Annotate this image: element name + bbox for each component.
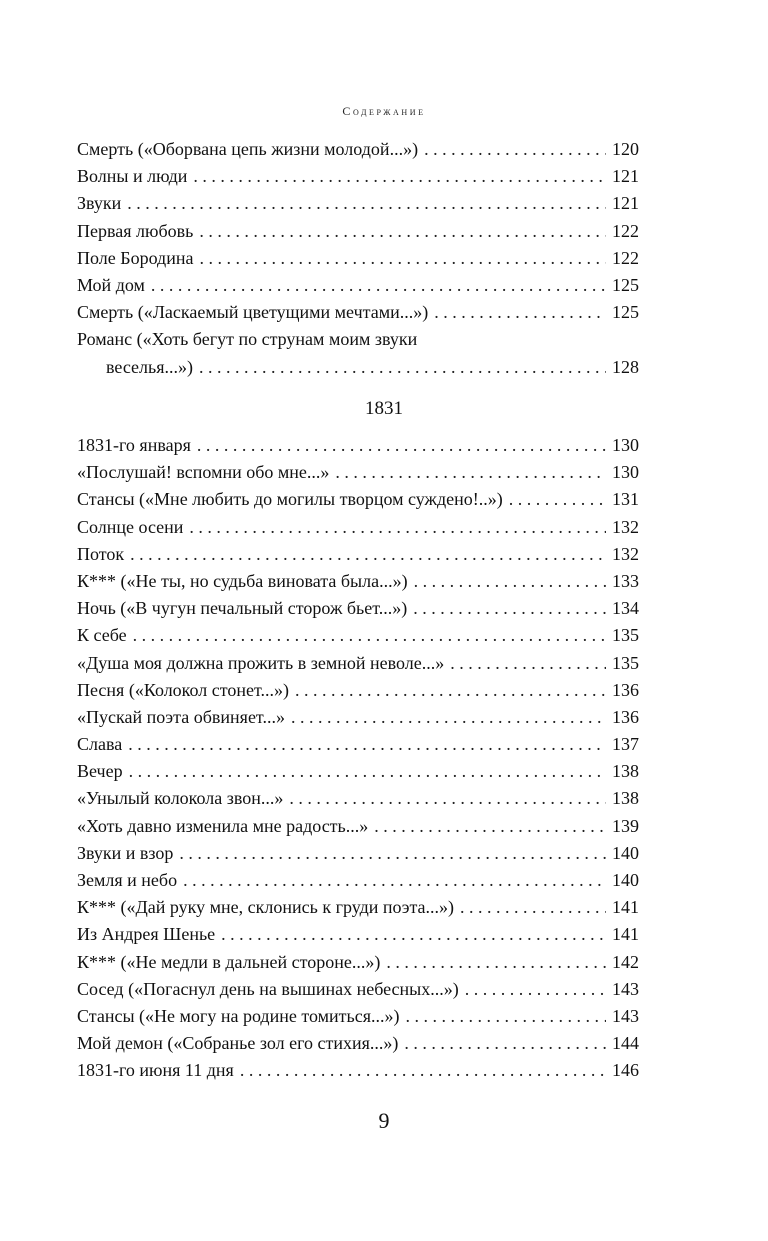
- toc-entry-title: Мой дом: [77, 274, 145, 295]
- dot-leader: [189, 514, 606, 541]
- toc-list-1831: [77, 432, 639, 1085]
- toc-entry-title: Ночь («В чугун печальный сторож бьет...»): [77, 598, 408, 619]
- toc-entry-page: 136: [612, 679, 639, 700]
- dot-leader: [151, 272, 606, 299]
- toc-entry[interactable]: [77, 245, 639, 272]
- toc-entry-page: 146: [612, 1060, 639, 1081]
- toc-entry-title: К*** («Дай руку мне, склонись к груди поэта...»): [77, 897, 455, 918]
- toc-entry-page: 144: [612, 1033, 639, 1054]
- toc-entry-page: 128: [612, 356, 639, 377]
- toc-entry-page: 138: [612, 788, 639, 809]
- toc-entry-title: К себе: [77, 625, 127, 646]
- toc-entry[interactable]: [77, 867, 639, 894]
- toc-entry-title: Вечер: [77, 761, 123, 782]
- toc-entry[interactable]: [77, 514, 639, 541]
- dot-leader: [414, 568, 606, 595]
- toc-entry[interactable]: [77, 486, 639, 513]
- toc-entry-title: Песня («Колокол стонет...»): [77, 679, 290, 700]
- section-heading-year: 1831: [365, 398, 403, 419]
- toc-entry-title: Смерть («Оборвана цепь жизни молодой...»): [77, 139, 419, 159]
- toc-entry-page: 134: [612, 598, 639, 619]
- dot-leader: [179, 840, 606, 867]
- toc-entry-page: 125: [612, 302, 639, 323]
- toc-entry-title: Волны и люди: [77, 166, 188, 187]
- toc-entry-page: 121: [612, 193, 639, 214]
- dot-leader: [291, 704, 606, 731]
- toc-entry[interactable]: [77, 272, 639, 299]
- toc-entry[interactable]: [77, 976, 639, 1003]
- toc-entry-title: Звуки и взор: [77, 842, 174, 863]
- toc-entry-page: 132: [612, 543, 639, 564]
- dot-leader: [199, 354, 606, 381]
- toc-entry-title: Мой демон («Собранье зол его стихия...»): [77, 1033, 399, 1054]
- dot-leader: [295, 677, 606, 704]
- toc-entry-title-line2: веселья...»): [106, 356, 193, 377]
- toc-entry[interactable]: [77, 218, 639, 245]
- dot-leader: [404, 1030, 606, 1057]
- toc-entry-title: К*** («Не ты, но судьба виновата была...»): [77, 570, 408, 591]
- toc-entry-page: 133: [612, 570, 639, 591]
- dot-leader: [450, 650, 606, 677]
- toc-entry-page: 140: [612, 842, 639, 863]
- dot-leader: [465, 976, 606, 1003]
- toc-entry-page: 122: [612, 220, 639, 241]
- toc-entry-title: Земля и небо: [77, 870, 178, 890]
- toc-entry-title: «Душа моя должна прожить в земной неволе...»: [77, 652, 445, 673]
- toc-entry[interactable]: [77, 299, 639, 326]
- toc-entry-continuation: [77, 354, 639, 381]
- toc-entry-page: 143: [612, 1005, 639, 1026]
- toc-entry[interactable]: [77, 731, 639, 758]
- toc-entry-page: 138: [612, 761, 639, 782]
- toc-entry[interactable]: [77, 459, 639, 486]
- toc-entry[interactable]: [77, 163, 639, 190]
- dot-leader: [130, 541, 606, 568]
- toc-entry-page: 125: [612, 274, 639, 295]
- toc-entry[interactable]: [77, 432, 639, 459]
- toc-entry-page: 131: [612, 489, 639, 510]
- dot-leader: [424, 136, 606, 163]
- toc-entry[interactable]: [77, 1057, 639, 1084]
- dot-leader: [240, 1057, 606, 1084]
- toc-entry[interactable]: [77, 541, 639, 568]
- toc-entry-page: 142: [612, 951, 639, 972]
- toc-entry-title: 1831-го января: [77, 435, 191, 455]
- toc-entry-page: 137: [612, 734, 639, 755]
- toc-entry[interactable]: [77, 1030, 639, 1057]
- toc-entry-page: 130: [612, 435, 639, 455]
- toc-entry-title: «Хоть давно изменила мне радость...»: [77, 815, 369, 836]
- dot-leader: [129, 758, 606, 785]
- toc-entry-page: 122: [612, 247, 639, 268]
- dot-leader: [193, 163, 606, 190]
- dot-leader: [374, 813, 606, 840]
- toc-entry-page: 135: [612, 625, 639, 646]
- toc-entry-title: Первая любовь: [77, 220, 194, 241]
- toc-entry-page: 135: [612, 652, 639, 673]
- toc-entry[interactable]: [77, 190, 639, 217]
- toc-entry-title: Из Андрея Шенье: [77, 924, 216, 945]
- dot-leader: [434, 299, 606, 326]
- toc-entry-title: Солнце осени: [77, 516, 184, 537]
- dot-leader: [221, 921, 606, 948]
- toc-entry-page: 130: [612, 462, 639, 483]
- toc-entry[interactable]: [77, 136, 639, 163]
- toc-entry-page: 143: [612, 978, 639, 999]
- toc-entry[interactable]: [77, 568, 639, 595]
- toc-entry-title: Слава: [77, 734, 123, 755]
- toc-entry-title: «Пускай поэта обвиняет...»: [77, 706, 285, 727]
- toc-entry-page: 121: [612, 166, 639, 187]
- toc-entry-multiline[interactable]: [77, 326, 639, 380]
- toc-entry-title: 1831-го июня 11 дня: [77, 1060, 234, 1081]
- dot-leader: [460, 894, 606, 921]
- dot-leader: [413, 595, 606, 622]
- toc-entry-title: К*** («Не медли в дальней стороне...»): [77, 951, 381, 972]
- toc-entry[interactable]: [77, 949, 639, 976]
- dot-leader: [128, 731, 606, 758]
- dot-leader: [197, 432, 606, 459]
- dot-leader: [289, 785, 606, 812]
- toc-entry[interactable]: [77, 785, 639, 812]
- toc-entry-title: Звуки: [77, 193, 122, 214]
- dot-leader: [183, 867, 606, 894]
- page-number: 9: [378, 1108, 390, 1133]
- running-head: Содержание: [342, 104, 426, 118]
- toc-entry-page: 120: [612, 139, 639, 159]
- dot-leader: [405, 1003, 606, 1030]
- toc-entry[interactable]: [77, 677, 639, 704]
- toc-list-early: [77, 136, 639, 381]
- toc-entry-title: Смерть («Ласкаемый цветущими мечтами...»): [77, 302, 429, 323]
- dot-leader: [199, 218, 606, 245]
- dot-leader: [133, 622, 606, 649]
- toc-entry-title: «Послушай! вспомни обо мне...»: [77, 462, 330, 483]
- toc-entry[interactable]: [77, 650, 639, 677]
- toc-entry[interactable]: [77, 894, 639, 921]
- dot-leader: [199, 245, 606, 272]
- toc-entry-page: 140: [612, 870, 639, 890]
- toc-entry-page: 141: [612, 924, 639, 945]
- toc-entry[interactable]: [77, 921, 639, 948]
- toc-entry-page: 141: [612, 897, 639, 918]
- toc-entry-title: «Унылый колокола звон...»: [77, 788, 284, 809]
- toc-entry-page: 139: [612, 815, 639, 836]
- dot-leader: [386, 949, 606, 976]
- toc-entry-title: Сосед («Погаснул день на вышинах небесных...»): [77, 978, 459, 999]
- toc-entry[interactable]: [77, 840, 639, 867]
- toc-entry[interactable]: [77, 595, 639, 622]
- toc-entry-title: Стансы («Не могу на родине томиться...»): [77, 1005, 400, 1026]
- toc-entry[interactable]: [77, 758, 639, 785]
- toc-entry-page: 132: [612, 516, 639, 537]
- toc-entry-title-line1: Романс («Хоть бегут по струнам моим звуки: [77, 329, 418, 350]
- toc-entry[interactable]: [77, 1003, 639, 1030]
- toc-entry[interactable]: [77, 704, 639, 731]
- toc-entry-page: 136: [612, 706, 639, 727]
- toc-entry-title: Поток: [77, 543, 125, 564]
- dot-leader: [509, 486, 606, 513]
- toc-entry-title: Поле Бородина: [77, 247, 194, 268]
- toc-entry[interactable]: [77, 622, 639, 649]
- dot-leader: [127, 190, 606, 217]
- toc-entry-title: Стансы («Мне любить до могилы творцом суждено!..»): [77, 489, 503, 510]
- toc-entry[interactable]: [77, 813, 639, 840]
- dot-leader: [335, 459, 606, 486]
